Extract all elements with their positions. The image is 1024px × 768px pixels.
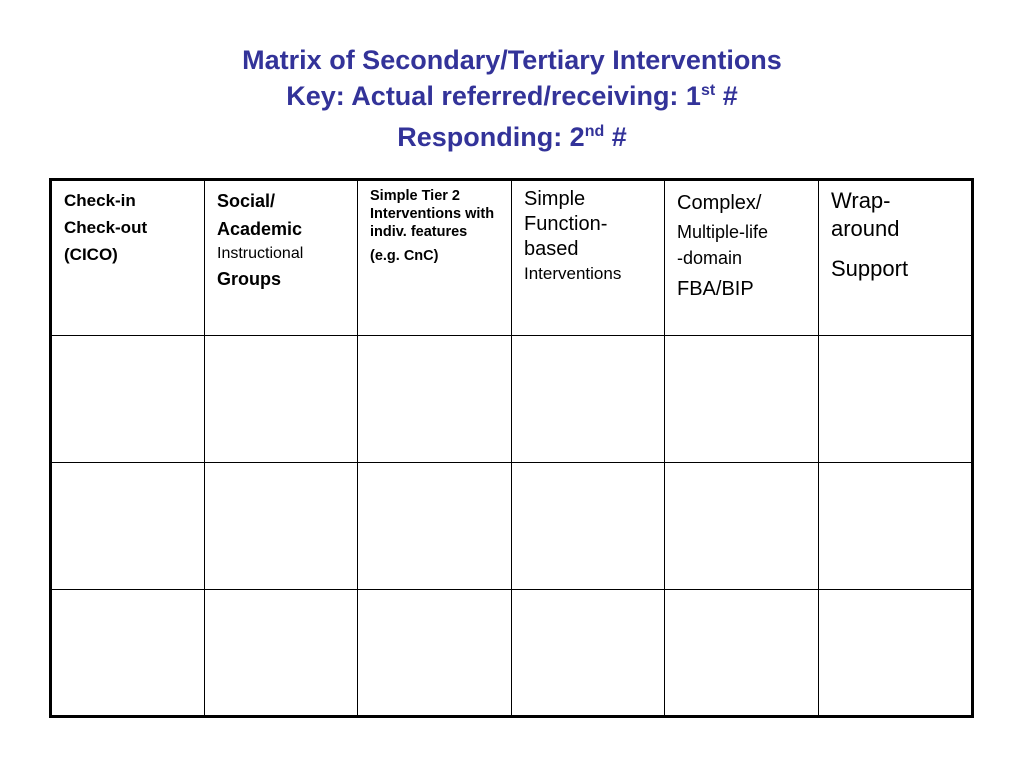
table-cell [358,463,512,590]
header-line: Groups [217,269,282,289]
table-cell [665,590,819,717]
title-line-2-sup: st [700,82,716,99]
header-complex-fba-bip [665,180,819,336]
header-line: Interventions [524,264,622,283]
table-cell [51,336,205,463]
header-line: Multiple-life [677,222,769,242]
header-line: Check-in [64,191,136,210]
table-cell [819,463,973,590]
table-cell [205,590,358,717]
header-row [51,180,973,336]
table-cell [819,590,973,717]
title-line-3-text: Responding: 2 [397,122,585,152]
header-line: (e.g. CnC) [370,248,439,264]
table-row [51,463,973,590]
header-line: around [831,216,900,241]
title-line-2-end: # [715,81,738,111]
header-line: FBA/BIP [677,278,754,300]
header-line: -domain [677,248,743,268]
page-title [0,42,1024,160]
table-cell [665,336,819,463]
header-line: Social/ [217,191,276,211]
title-line-2-text: Key: Actual referred/receiving: 1 [286,81,701,111]
table-cell [205,336,358,463]
table-cell [205,463,358,590]
title-line-3 [0,119,1024,160]
header-simple-function-based [512,180,665,336]
table-row [51,336,973,463]
title-line-1: Matrix of Secondary/Tertiary Interventions [242,45,782,75]
header-line: based [524,238,579,260]
header-line: Check-out [64,218,148,237]
table-cell [819,336,973,463]
table-cell [512,463,665,590]
header-line: (CICO) [64,245,118,264]
header-simple-tier2 [358,180,512,336]
header-line: Academic [217,219,303,239]
header-social-academic [205,180,358,336]
table-cell [512,590,665,717]
header-line: Simple Tier 2 Interventions with indiv. features [370,188,495,240]
table-cell [51,463,205,590]
table-cell [358,336,512,463]
title-line-3-end: # [604,122,627,152]
table-cell [512,336,665,463]
header-line: Complex/ [677,192,762,214]
header-line: Wrap- [831,188,891,213]
header-line: Simple [524,188,586,210]
table-row [51,590,973,717]
table-cell [358,590,512,717]
title-line-2 [0,78,1024,119]
title-line-3-sup: nd [584,123,605,140]
table-cell [665,463,819,590]
table-cell [51,590,205,717]
header-wraparound [819,180,973,336]
header-line: Function- [524,213,608,235]
header-cico [51,180,205,336]
header-line: Instructional [217,245,304,262]
interventions-matrix [49,178,974,718]
header-line: Support [831,256,909,281]
